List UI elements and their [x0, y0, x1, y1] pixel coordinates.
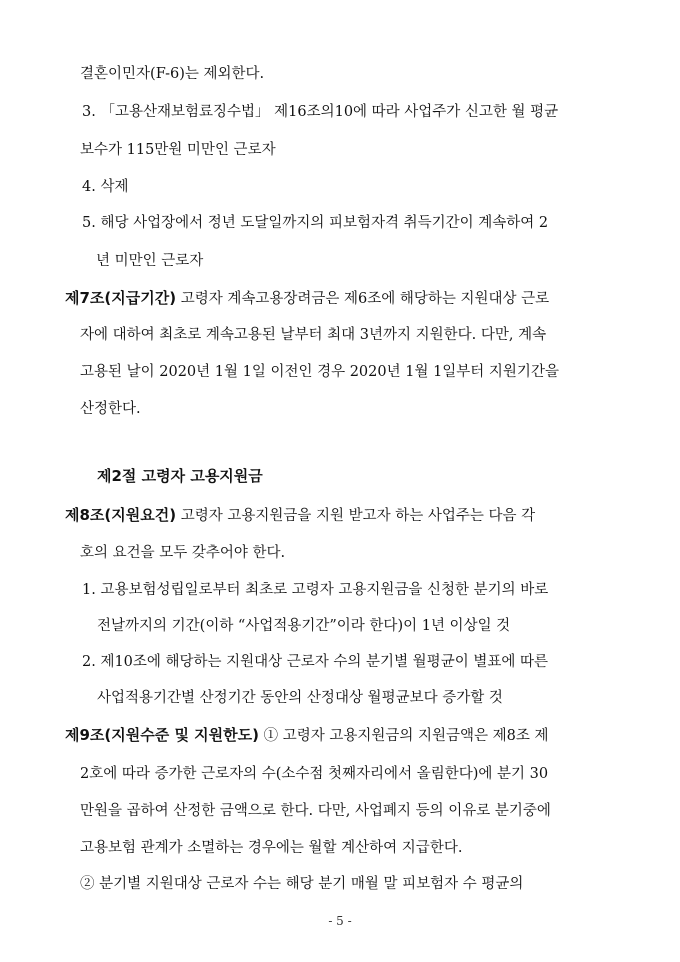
text-line: 5. 해당 사업장에서 정년 도달일까지의 피보험자격 취득기간이 계속하여 2 [82, 215, 549, 231]
text-line: 산정한다. [80, 401, 141, 417]
text-line: 전날까지의 기간(이하 “사업적용기간”이라 한다)이 1년 이상일 것 [97, 618, 511, 634]
page-number: - 5 - [328, 914, 352, 928]
text-line: 만원을 곱하여 산정한 금액으로 한다. 다만, 사업폐지 등의 이유로 분기중에 [80, 803, 551, 819]
text-line: 사업적용기간별 산정기간 동안의 산정대상 월평균보다 증가할 것 [97, 690, 503, 706]
article-8-text: 고령자 고용지원금을 지원 받고자 하는 사업주는 다음 각 [176, 508, 536, 524]
text-line: 고용보험 관계가 소멸하는 경우에는 월할 계산하여 지급한다. [80, 840, 463, 856]
text-line: 3. 「고용산재보험료징수법」 제16조의10에 따라 사업주가 신고한 월 평균 [82, 104, 559, 120]
text-line: 보수가 115만원 미만인 근로자 [80, 142, 276, 158]
article-9-title: 제9조(지원수준 및 지원한도) [65, 726, 259, 744]
text-line: 2호에 따라 증가한 근로자의 수(소수점 첫째자리에서 올림한다)에 분기 30 [80, 766, 549, 782]
article-7-title: 제7조(지급기간) [65, 289, 177, 307]
text-line: 자에 대하여 최초로 계속고용된 날부터 최대 3년까지 지원한다. 다만, 계속 [80, 327, 547, 343]
article-9-text: ① 고령자 고용지원금의 지원금액은 제8조 제 [258, 728, 549, 744]
text-line: 고용된 날이 2020년 1월 1일 이전인 경우 2020년 1월 1일부터 지원기간을 [80, 364, 559, 380]
text-line: ② 분기별 지원대상 근로자 수는 해당 분기 매월 말 피보험자 수 평균의 [80, 876, 524, 892]
text-line: 년 미만인 근로자 [96, 253, 204, 269]
article-7-heading [65, 288, 549, 309]
article-8-title: 제8조(지원요건) [65, 506, 177, 524]
section-heading: 제2절 고령자 고용지원금 [97, 467, 263, 485]
text-line: 호의 요건을 모두 갖추어야 한다. [80, 545, 286, 561]
text-line: 결혼이민자(F-6)는 제외한다. [80, 66, 265, 82]
article-9-heading [65, 725, 548, 746]
text-line: 4. 삭제 [82, 179, 129, 195]
article-8-heading [65, 505, 535, 526]
article-7-text: 고령자 계속고용장려금은 제6조에 해당하는 지원대상 근로 [176, 291, 550, 307]
text-line: 2. 제10조에 해당하는 지원대상 근로자 수의 분기별 월평균이 별표에 따른 [82, 654, 548, 670]
text-line: 1. 고용보험성립일로부터 최초로 고령자 고용지원금을 신청한 분기의 바로 [82, 582, 549, 598]
